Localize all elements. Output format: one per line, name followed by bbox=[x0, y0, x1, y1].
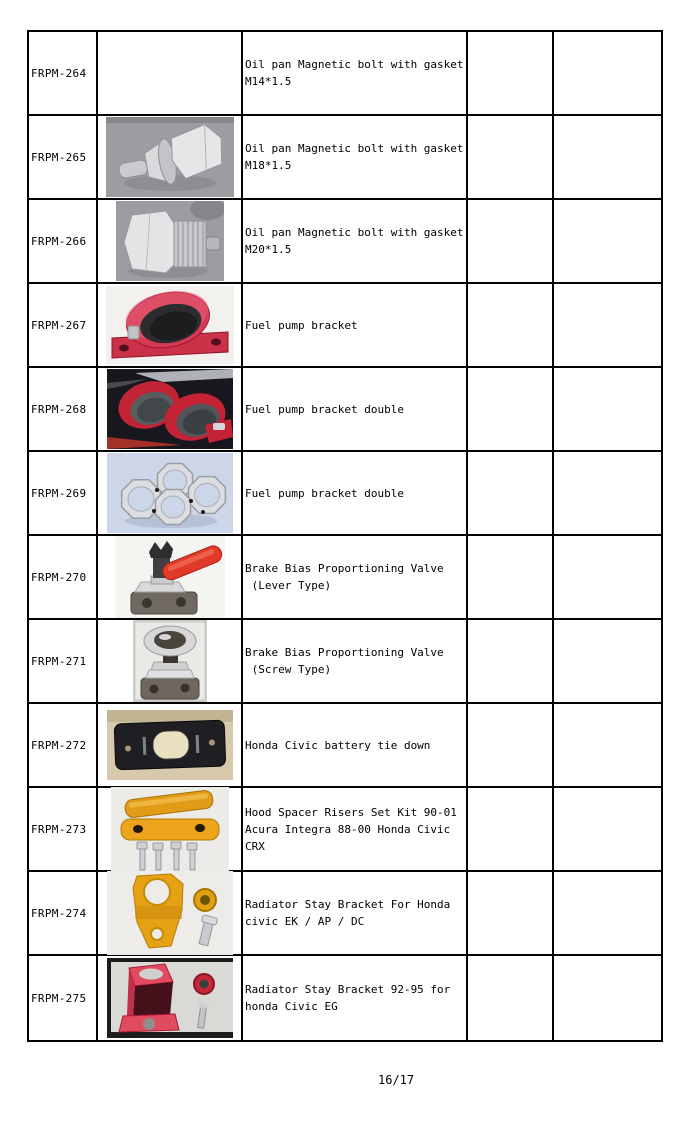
description-line: Oil pan Magnetic bolt with gasket bbox=[245, 226, 464, 239]
parts-table bbox=[27, 30, 663, 1042]
empty-cell bbox=[554, 536, 661, 620]
description-cell bbox=[243, 620, 468, 704]
empty-cell bbox=[554, 704, 661, 788]
product-image-cell bbox=[98, 32, 243, 116]
empty-cell bbox=[468, 116, 554, 200]
part-number: FRPM-267 bbox=[31, 318, 87, 332]
empty-cell bbox=[468, 200, 554, 284]
empty-cell bbox=[554, 452, 661, 536]
fuel-pump-bracket-double-photo bbox=[107, 369, 233, 449]
part-number: FRPM-269 bbox=[31, 486, 87, 500]
description-line: honda Civic EG bbox=[245, 1000, 338, 1013]
battery-tie-down-photo bbox=[107, 710, 233, 780]
product-image-cell bbox=[98, 452, 243, 536]
empty-cell bbox=[468, 32, 554, 116]
empty-cell bbox=[468, 704, 554, 788]
part-number: FRPM-274 bbox=[31, 906, 87, 920]
description-cell bbox=[243, 32, 468, 116]
description-cell bbox=[243, 116, 468, 200]
description-cell bbox=[243, 788, 468, 872]
description-line: M20*1.5 bbox=[245, 243, 292, 256]
part-number: FRPM-265 bbox=[31, 150, 87, 164]
part-number: FRPM-272 bbox=[31, 738, 87, 752]
description-line: Fuel pump bracket double bbox=[245, 486, 404, 500]
description-line: Brake Bias Proportioning Valve bbox=[245, 562, 444, 575]
part-number: FRPM-275 bbox=[31, 991, 87, 1005]
part-number-cell bbox=[29, 704, 98, 788]
description-line: Acura Integra 88-00 Honda Civic bbox=[245, 822, 451, 836]
description-line: Radiator Stay Bracket For Honda bbox=[245, 898, 451, 911]
empty-cell bbox=[554, 620, 661, 704]
product-image-cell bbox=[98, 536, 243, 620]
part-number-cell bbox=[29, 32, 98, 116]
description-cell bbox=[243, 200, 468, 284]
part-number-cell bbox=[29, 368, 98, 452]
part-number-cell bbox=[29, 872, 98, 956]
part-number-cell bbox=[29, 116, 98, 200]
empty-cell bbox=[468, 788, 554, 872]
part-number-cell bbox=[29, 452, 98, 536]
description-line: Oil pan Magnetic bolt with gasket bbox=[245, 58, 464, 71]
empty-cell bbox=[554, 872, 661, 956]
description-cell bbox=[243, 704, 468, 788]
empty-cell bbox=[468, 956, 554, 1040]
description-line: Brake Bias Proportioning Valve bbox=[245, 646, 444, 659]
description-line: CRX bbox=[245, 839, 265, 853]
hood-spacer-risers-photo bbox=[111, 787, 229, 871]
description-line: Honda Civic battery tie down bbox=[245, 738, 431, 752]
description-cell bbox=[243, 368, 468, 452]
part-number-cell bbox=[29, 788, 98, 872]
page-number: 16/17 bbox=[378, 1073, 415, 1087]
product-image-cell bbox=[98, 872, 243, 956]
empty-cell bbox=[468, 620, 554, 704]
part-number-cell bbox=[29, 284, 98, 368]
empty-cell bbox=[554, 32, 661, 116]
description-cell bbox=[243, 452, 468, 536]
oil-pan-magnetic-bolt-m18-photo bbox=[106, 117, 234, 197]
product-image-cell bbox=[98, 368, 243, 452]
part-number: FRPM-266 bbox=[31, 234, 87, 248]
empty-cell bbox=[468, 284, 554, 368]
description-line: Fuel pump bracket bbox=[245, 318, 358, 332]
description-line: (Lever Type) bbox=[245, 579, 332, 592]
description-line: M18*1.5 bbox=[245, 159, 292, 172]
empty-cell bbox=[554, 116, 661, 200]
part-number: FRPM-270 bbox=[31, 570, 87, 584]
empty-cell bbox=[554, 284, 661, 368]
description-line: civic EK / AP / DC bbox=[245, 915, 365, 928]
description-line: (Screw Type) bbox=[245, 663, 332, 676]
part-number-cell bbox=[29, 620, 98, 704]
part-number: FRPM-273 bbox=[31, 822, 87, 836]
part-number-cell bbox=[29, 956, 98, 1040]
empty-cell bbox=[554, 200, 661, 284]
empty-cell bbox=[554, 788, 661, 872]
description-cell bbox=[243, 536, 468, 620]
empty-cell bbox=[468, 536, 554, 620]
description-cell bbox=[243, 284, 468, 368]
product-image-cell bbox=[98, 704, 243, 788]
part-number: FRPM-268 bbox=[31, 402, 87, 416]
part-number-cell bbox=[29, 200, 98, 284]
empty-cell bbox=[554, 368, 661, 452]
description-line: M14*1.5 bbox=[245, 75, 292, 88]
empty-cell bbox=[468, 872, 554, 956]
product-image-cell bbox=[98, 116, 243, 200]
empty-cell bbox=[554, 956, 661, 1040]
radiator-stay-bracket-red-photo bbox=[107, 958, 233, 1038]
product-image-cell bbox=[98, 284, 243, 368]
description-cell bbox=[243, 872, 468, 956]
oil-pan-magnetic-bolt-m14-photo bbox=[117, 18, 222, 114]
part-number-cell bbox=[29, 536, 98, 620]
product-image-cell bbox=[98, 788, 243, 872]
description-line: Oil pan Magnetic bolt with gasket bbox=[245, 142, 464, 155]
fuel-pump-bracket-rings-photo bbox=[107, 453, 233, 533]
product-image-cell bbox=[98, 956, 243, 1040]
product-image-cell bbox=[98, 620, 243, 704]
description-line: Fuel pump bracket double bbox=[245, 402, 404, 416]
brake-bias-valve-lever-photo bbox=[115, 536, 225, 618]
part-number: FRPM-264 bbox=[31, 66, 87, 80]
radiator-stay-bracket-gold-photo bbox=[107, 871, 233, 955]
product-image-cell bbox=[98, 200, 243, 284]
oil-pan-magnetic-bolt-m20-photo bbox=[116, 201, 224, 281]
brake-bias-valve-screw-photo bbox=[133, 620, 207, 702]
description-line: Radiator Stay Bracket 92-95 for bbox=[245, 983, 451, 996]
description-cell bbox=[243, 956, 468, 1040]
description-line: Hood Spacer Risers Set Kit 90-01 bbox=[245, 805, 457, 819]
part-number: FRPM-271 bbox=[31, 654, 87, 668]
empty-cell bbox=[468, 452, 554, 536]
fuel-pump-bracket-photo bbox=[106, 286, 234, 364]
empty-cell bbox=[468, 368, 554, 452]
